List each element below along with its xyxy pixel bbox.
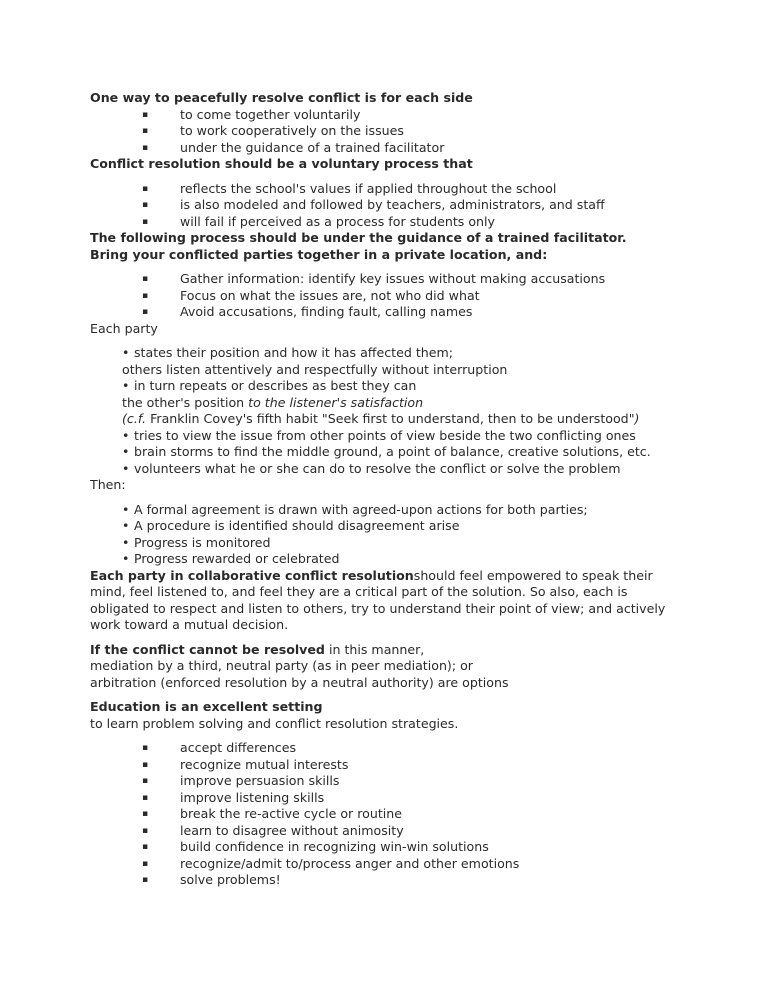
list-item	[90, 304, 690, 321]
list-item	[90, 757, 690, 774]
list-item	[90, 197, 690, 214]
list-item-text: Progress rewarded or celebrated	[134, 551, 340, 566]
round-bullet-icon: •	[122, 518, 130, 533]
list-item-text: Avoid accusations, finding fault, calling names	[180, 304, 473, 319]
square-bullet-icon: ▪	[142, 200, 149, 210]
round-bullet-icon: •	[122, 378, 130, 393]
paragraph-line: arbitration (enforced resolution by a neutral authority) are options	[90, 674, 509, 690]
square-bullet-icon: ▪	[142, 142, 149, 153]
list-item	[90, 823, 690, 840]
list-item	[90, 345, 690, 362]
education-subtext: to learn problem solving and conflict resolution strategies.	[90, 715, 459, 731]
round-bullet-icon: •	[122, 534, 130, 550]
list-item	[90, 790, 690, 807]
list-item-text: Gather information: identify key issues without making accusations	[180, 271, 606, 286]
list-item	[90, 123, 690, 140]
list-item-text: brain storms to find the middle ground, a point of balance, creative solutions, etc.	[134, 444, 651, 459]
continuation-text: the other's position	[122, 394, 249, 410]
heading-voluntary-process: Conflict resolution should be a voluntary process that	[90, 156, 473, 171]
list-item-text: under the guidance of a trained facilitator	[180, 139, 445, 155]
square-bullet-icon: ▪	[142, 809, 149, 819]
round-bullet-icon: •	[122, 460, 130, 476]
list-item-text: reflects the school's values if applied throughout the school	[180, 180, 557, 196]
square-bullet-icon: ▪	[142, 759, 149, 770]
list-item-text: to work cooperatively on the issues	[180, 123, 404, 138]
list-item	[90, 839, 690, 856]
list-item	[90, 444, 690, 461]
list-item	[90, 806, 690, 823]
list-item	[90, 378, 690, 395]
list-item-text: improve persuasion skills	[180, 773, 340, 788]
list-item	[90, 551, 690, 568]
list-item	[90, 107, 690, 124]
list-item-text: recognize mutual interests	[180, 756, 349, 772]
list-item-continuation	[90, 395, 690, 412]
paragraph-line: obligated to respect and listen to others, try to understand their point of view; and actively	[90, 600, 666, 616]
list-item-text: A formal agreement is drawn with agreed-upon actions for both parties;	[134, 501, 588, 517]
square-bullet-icon: ▪	[142, 776, 149, 786]
paragraph-line: in this manner,	[324, 641, 425, 657]
list-item	[90, 288, 690, 305]
heading-resolve-conflict: One way to peacefully resolve conflict is for each side	[90, 90, 473, 105]
list-item-text: build confidence in recognizing win-win solutions	[180, 839, 489, 854]
list-item-text: tries to view the issue from other points of view beside the two conflicting ones	[134, 427, 636, 443]
citation-cf: (c.f.	[122, 411, 147, 426]
list-item	[90, 214, 690, 231]
list-item	[90, 856, 690, 873]
list-item	[90, 428, 690, 445]
document-page	[90, 90, 690, 889]
list-item-text: learn to disagree without animosity	[180, 822, 404, 838]
square-bullet-icon: ▪	[142, 126, 149, 136]
round-bullet-icon: •	[122, 427, 130, 443]
list-item-text: Progress is monitored	[134, 534, 271, 550]
heading-following-process: The following process should be under the guidance of a trained facilitator.	[90, 230, 627, 245]
label-each-party: Each party	[90, 320, 158, 336]
round-bullet-icon: •	[122, 444, 130, 459]
list-item-continuation: others listen attentively and respectfully without interruption	[122, 361, 508, 377]
square-bullet-icon: ▪	[142, 858, 149, 869]
square-bullet-icon: ▪	[142, 290, 149, 301]
paragraph-line: should feel empowered to speak their	[413, 567, 653, 583]
list-item-text: will fail if perceived as a process for students only	[180, 213, 495, 229]
unresolved-paragraph	[90, 642, 690, 692]
paragraph-line: mind, feel listened to, and feel they are a critical part of the solution. So also, each is	[90, 584, 628, 599]
list-item-text: accept differences	[180, 740, 297, 755]
square-bullet-icon: ▪	[142, 109, 149, 120]
list-item-text: volunteers what he or she can do to resolve the conflict or solve the problem	[134, 460, 621, 476]
covey-citation	[90, 411, 690, 428]
list-item	[90, 535, 690, 552]
collaborative-paragraph	[90, 568, 690, 634]
paragraph-line: work toward a mutual decision.	[90, 617, 289, 632]
round-bullet-icon: •	[122, 551, 130, 566]
list-item-text: Focus on what the issues are, not who did what	[180, 287, 480, 303]
heading-education: Education is an excellent setting	[90, 699, 323, 714]
citation-text: Franklin Covey's fifth habit "Seek first to understand, then to be understood	[146, 411, 629, 426]
round-bullet-icon: •	[122, 345, 130, 360]
square-bullet-icon: ▪	[142, 274, 149, 284]
square-bullet-icon: ▪	[142, 743, 149, 753]
list-item-text: solve problems!	[180, 872, 281, 887]
list-item	[90, 140, 690, 157]
emphasis-text: to the listener's satisfaction	[248, 394, 424, 410]
list-item	[90, 271, 690, 288]
heading-bring-parties: Bring your conflicted parties together in a private location, and:	[90, 246, 548, 262]
list-item	[90, 502, 690, 519]
list-item	[90, 461, 690, 478]
list-item-text: to come together voluntarily	[180, 106, 361, 122]
list-item-text: in turn repeats or describes as best they can	[134, 378, 417, 393]
square-bullet-icon: ▪	[142, 792, 149, 803]
list-item	[90, 872, 690, 889]
round-bullet-icon: •	[122, 501, 130, 517]
square-bullet-icon: ▪	[142, 825, 149, 836]
list-item	[90, 773, 690, 790]
list-item-text: improve listening skills	[180, 789, 325, 805]
citation-close: ")	[628, 411, 640, 426]
paragraph-line: mediation by a third, neutral party (as in peer mediation); or	[90, 658, 473, 673]
list-item-text: states their position and how it has affected them;	[134, 345, 454, 360]
square-bullet-icon: ▪	[142, 875, 149, 885]
square-bullet-icon: ▪	[142, 842, 149, 852]
list-item-text: is also modeled and followed by teachers, administrators, and staff	[180, 197, 605, 212]
list-item-text: break the re-active cycle or routine	[180, 806, 402, 821]
paragraph-lead: Each party in collaborative conflict resolution	[90, 567, 414, 583]
list-item-text: recognize/admit to/process anger and other emotions	[180, 855, 520, 871]
square-bullet-icon: ▪	[142, 307, 149, 317]
label-then: Then:	[90, 477, 126, 492]
list-item	[90, 518, 690, 535]
square-bullet-icon: ▪	[142, 216, 149, 227]
list-item	[90, 181, 690, 198]
list-item	[90, 740, 690, 757]
paragraph-lead: If the conflict cannot be resolved	[90, 641, 325, 657]
square-bullet-icon: ▪	[142, 183, 149, 194]
list-item-text: A procedure is identified should disagreement arise	[134, 518, 460, 533]
